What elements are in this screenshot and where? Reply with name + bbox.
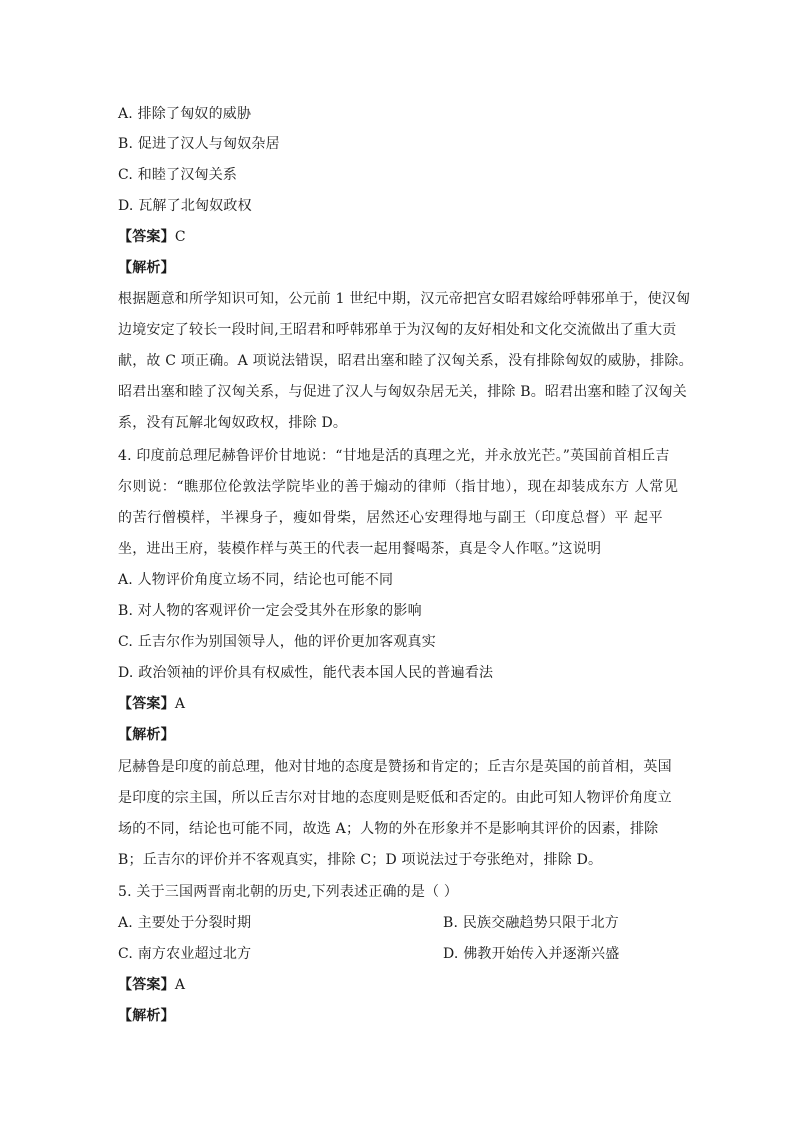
- q3-analysis-line: 献，故 C 项正确。A 项说法错误，昭君出塞和睦了汉匈关系，没有排除匈奴的威胁，排除。: [118, 353, 693, 369]
- q4-option-a: A. 人物评价角度立场不同，结论也可能不同: [118, 572, 394, 588]
- q4-stem-line: 4. 印度前总理尼赫鲁评价甘地说：“甘地是活的真理之光，并永放光芒。”英国前首相丘吉: [118, 448, 670, 464]
- q3-option-b: B. 促进了汉人与匈奴杂居: [118, 136, 280, 152]
- q3-analysis-line: 根据题意和所学知识可知，公元前 1 世纪中期，汉元帝把宫女昭君嫁给呼韩邪单于，使汉匈: [118, 291, 691, 307]
- q5-option-a: A. 主要处于分裂时期: [118, 915, 252, 931]
- q3-analysis-line: 边境安定了较长一段时间,王昭君和呼韩邪单于为汉匈的友好相处和文化交流做出了重大贡: [118, 322, 677, 338]
- q5-stem: 5. 关于三国两晋南北朝的历史,下列表述正确的是（ ）: [118, 884, 459, 900]
- q4-stem-line: 尔则说：“瞧那位伦敦法学院毕业的善于煽动的律师（指甘地），现在却装成东方 人常见: [118, 479, 679, 495]
- q3-analysis-line: 系，没有瓦解北匈奴政权，排除 D。: [118, 415, 348, 431]
- q3-answer: [118, 227, 186, 247]
- q4-option-d: D. 政治领袖的评价具有权威性，能代表本国人民的普遍看法: [118, 665, 494, 681]
- q3-option-c: C. 和睦了汉匈关系: [118, 167, 238, 183]
- q3-option-a: A. 排除了匈奴的威胁: [118, 106, 252, 122]
- q4-stem-line: 坐，进出王府，装模作样与英王的代表一起用餐喝茶，真是令人作呕。”这说明: [118, 541, 602, 557]
- q4-analysis-line: B；丘吉尔的评价并不客观真实，排除 C；D 项说法过于夸张绝对，排除 D。: [118, 852, 603, 868]
- q5-option-d: D. 佛教开始传入并逐渐兴盛: [443, 946, 620, 962]
- q4-analysis-line: 是印度的宗主国，所以丘吉尔对甘地的态度则是贬低和否定的。由此可知人物评价角度立: [118, 790, 672, 806]
- q5-answer: [118, 975, 185, 995]
- answer-value: A: [174, 977, 186, 993]
- q4-analysis-label: 【解析】: [118, 727, 175, 743]
- q3-option-d: D. 瓦解了北匈奴政权: [118, 198, 252, 214]
- answer-value: A: [174, 696, 186, 712]
- q5-option-b: B. 民族交融趋势只限于北方: [443, 915, 619, 931]
- answer-label: 【答案】: [118, 977, 175, 993]
- q4-option-c: C. 丘吉尔作为别国领导人，他的评价更加客观真实: [118, 634, 436, 650]
- q4-stem-line: 的苦行僧模样，半裸身子，瘦如骨柴，居然还心安理得地与副王（印度总督）平 起平: [118, 510, 664, 526]
- q4-analysis-line: 尼赫鲁是印度的前总理，他对甘地的态度是赞扬和肯定的；丘吉尔是英国的前首相，英国: [118, 759, 672, 775]
- q3-analysis-line: 昭君出塞和睦了汉匈关系，与促进了汉人与匈奴杂居无关，排除 B。昭君出塞和睦了汉匈关: [118, 384, 687, 400]
- answer-value: C: [174, 229, 186, 245]
- q4-option-b: B. 对人物的客观评价一定会受其外在形象的影响: [118, 603, 422, 619]
- answer-label: 【答案】: [118, 696, 175, 712]
- q5-analysis-label: 【解析】: [118, 1008, 175, 1024]
- q4-answer: [118, 694, 185, 714]
- q5-option-c: C. 南方农业超过北方: [118, 946, 252, 962]
- answer-label: 【答案】: [118, 229, 175, 245]
- q4-analysis-line: 场的不同，结论也可能不同，故选 A；人物的外在形象并不是影响其评价的因素，排除: [118, 821, 659, 837]
- q3-analysis-label: 【解析】: [118, 260, 175, 276]
